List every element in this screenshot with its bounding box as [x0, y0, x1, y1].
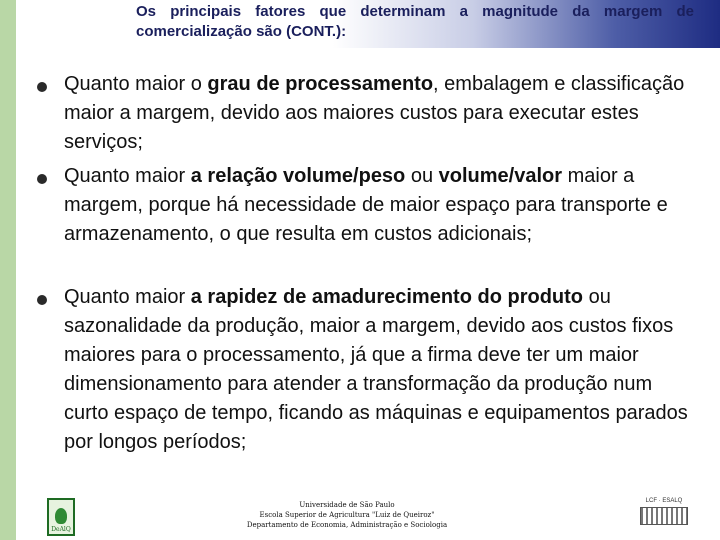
- footer-institution: [222, 500, 472, 530]
- bullet-dot-icon: [37, 82, 47, 92]
- slide-title: Os principais fatores que determinam a magnitude da margem de comercialização são (CONT.):: [136, 3, 694, 40]
- dealq-logo-icon: [47, 498, 75, 536]
- bullet-dot-icon: [37, 295, 47, 305]
- leaf-icon: [55, 508, 67, 524]
- bullet-text: Quanto maior a relação volume/peso ou volume/valor maior a margem, porque há necessidade de maior espaço para transporte e armazenamento, o que resulta em custos adicionais;: [64, 165, 668, 245]
- logo-right-text: LCF · ESALQ: [645, 498, 683, 504]
- footer-line-department: Departamento de Economia, Administração e Sociologia: [246, 521, 448, 529]
- left-decorative-band: [0, 0, 16, 540]
- building-icon: [640, 507, 688, 525]
- bullet-dot-icon: [37, 174, 47, 184]
- logo-left-text: DeAlQ: [51, 526, 71, 533]
- lcf-esalq-logo-icon: [634, 498, 694, 538]
- bullet-text: Quanto maior o grau de processamento, embalagem e classificação maior a margem, devido aos maiores custos para executar estes serviços;: [64, 73, 685, 153]
- bullet-text: Quanto maior a rapidez de amadurecimento do produto ou sazonalidade da produção, maior a margem, devido aos custos fixos maiores para o processamento, já que a firma deve ter um maior dimensionamento para atender a transformação da produção num curto espaço de tempo, ficando as máquinas e equipamentos parados por longos períodos;: [64, 286, 688, 453]
- footer-line-school: Escola Superior de Agricultura "Luiz de Queiroz": [259, 511, 435, 519]
- footer-line-university: Universidade de São Paulo: [299, 501, 395, 509]
